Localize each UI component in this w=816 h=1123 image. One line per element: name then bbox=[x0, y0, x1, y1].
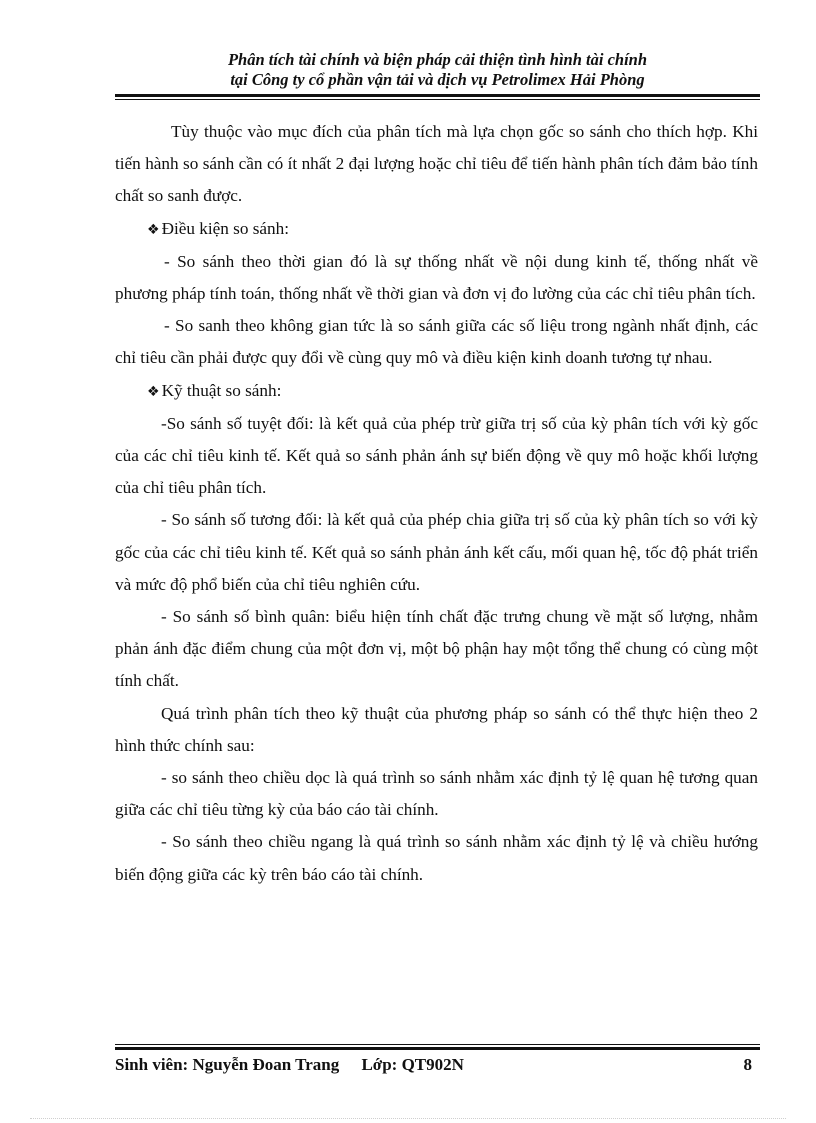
paragraph-time-comparison: - So sánh theo thời gian đó là sự thống nhất về nội dung kinh tế, thống nhất về phương pháp tính toán, thống nhất về thời gian và đơn vị đo lường của các chỉ tiêu phân tích. bbox=[115, 251, 758, 304]
page-bottom-dotted-border bbox=[30, 1118, 786, 1119]
page-number: 8 bbox=[743, 1055, 752, 1074]
paragraph-relative-comparison: - So sánh số tương đối: là kết quả của phép chia giữa trị số của kỳ phân tích so với kỳ gốc của các chỉ tiêu kinh tế. Kết quả so sánh phản ánh kết cấu, mối quan hệ, tốc độ phát triển và mức độ phổ biến của chỉ tiêu nghiên cứu. bbox=[115, 510, 758, 594]
paragraph-intro: Tùy thuộc vào mục đích của phân tích mà lựa chọn gốc so sánh cho thích hợp. Khi tiến hành so sánh cần có ít nhất 2 đại lượng hoặc chỉ tiêu để tiến hành phân tích đảm bảo tính chất so sanh được. bbox=[115, 122, 758, 206]
heading-text: Điều kiện so sánh: bbox=[161, 218, 290, 238]
paragraph-horizontal-comparison: - So sánh theo chiều ngang là quá trình so sánh nhằm xác định tỷ lệ và chiều hướng biến động giữa các kỳ trên báo cáo tài chính. bbox=[115, 832, 758, 884]
heading-comparison-conditions bbox=[115, 213, 758, 246]
footer-class: Lớp: QT902N bbox=[361, 1055, 464, 1074]
paragraph-average-comparison: - So sánh số bình quân: biểu hiện tính chất đặc trưng chung về mặt số lượng, nhằm phản ánh đặc điểm chung của một đơn vị, một bộ phận hay một tổng thể chung có cùng một tính chất. bbox=[115, 607, 758, 691]
page-header bbox=[115, 50, 760, 90]
header-divider-thick bbox=[115, 94, 760, 97]
paragraph-absolute-comparison: -So sánh số tuyệt đối: là kết quả của phép trừ giữa trị số của kỳ phân tích với kỳ gốc của các chỉ tiêu kinh tế. Kết quả so sánh phản ánh sự biến động về quy mô hoặc khối lượng của chỉ tiêu phân tích. bbox=[115, 413, 758, 498]
heading-text: Kỹ thuật so sánh: bbox=[161, 380, 282, 400]
paragraph-vertical-comparison: - so sánh theo chiều dọc là quá trình so sánh nhằm xác định tỷ lệ quan hệ tương quan giữa các chỉ tiêu từng kỳ của báo cáo tài chính. bbox=[115, 768, 758, 820]
heading-comparison-techniques bbox=[115, 375, 758, 408]
diamond-bullet-icon: ❖ bbox=[147, 221, 160, 238]
page-footer bbox=[115, 1054, 760, 1076]
paragraph-space-comparison: - So sanh theo không gian tức là so sánh giữa các số liệu trong ngành nhất định, các chỉ tiêu cần phải được quy đổi về cùng quy mô và điều kiện kinh doanh tương tự nhau. bbox=[115, 316, 758, 368]
footer-divider-thick bbox=[115, 1047, 760, 1050]
document-body bbox=[115, 116, 758, 891]
header-title-line-2: tại Công ty cổ phần vận tải và dịch vụ Petrolimex Hải Phòng bbox=[230, 70, 645, 89]
diamond-bullet-icon: ❖ bbox=[147, 383, 160, 400]
footer-student-name: Sinh viên: Nguyễn Đoan Trang bbox=[115, 1055, 340, 1074]
header-divider-thin bbox=[115, 99, 760, 100]
footer-divider-thin bbox=[115, 1044, 760, 1045]
paragraph-analysis-forms: Quá trình phân tích theo kỹ thuật của phương pháp so sánh có thể thực hiện theo 2 hình thức chính sau: bbox=[115, 703, 758, 755]
header-title-line-1: Phân tích tài chính và biện pháp cải thiện tình hình tài chính bbox=[227, 50, 648, 69]
